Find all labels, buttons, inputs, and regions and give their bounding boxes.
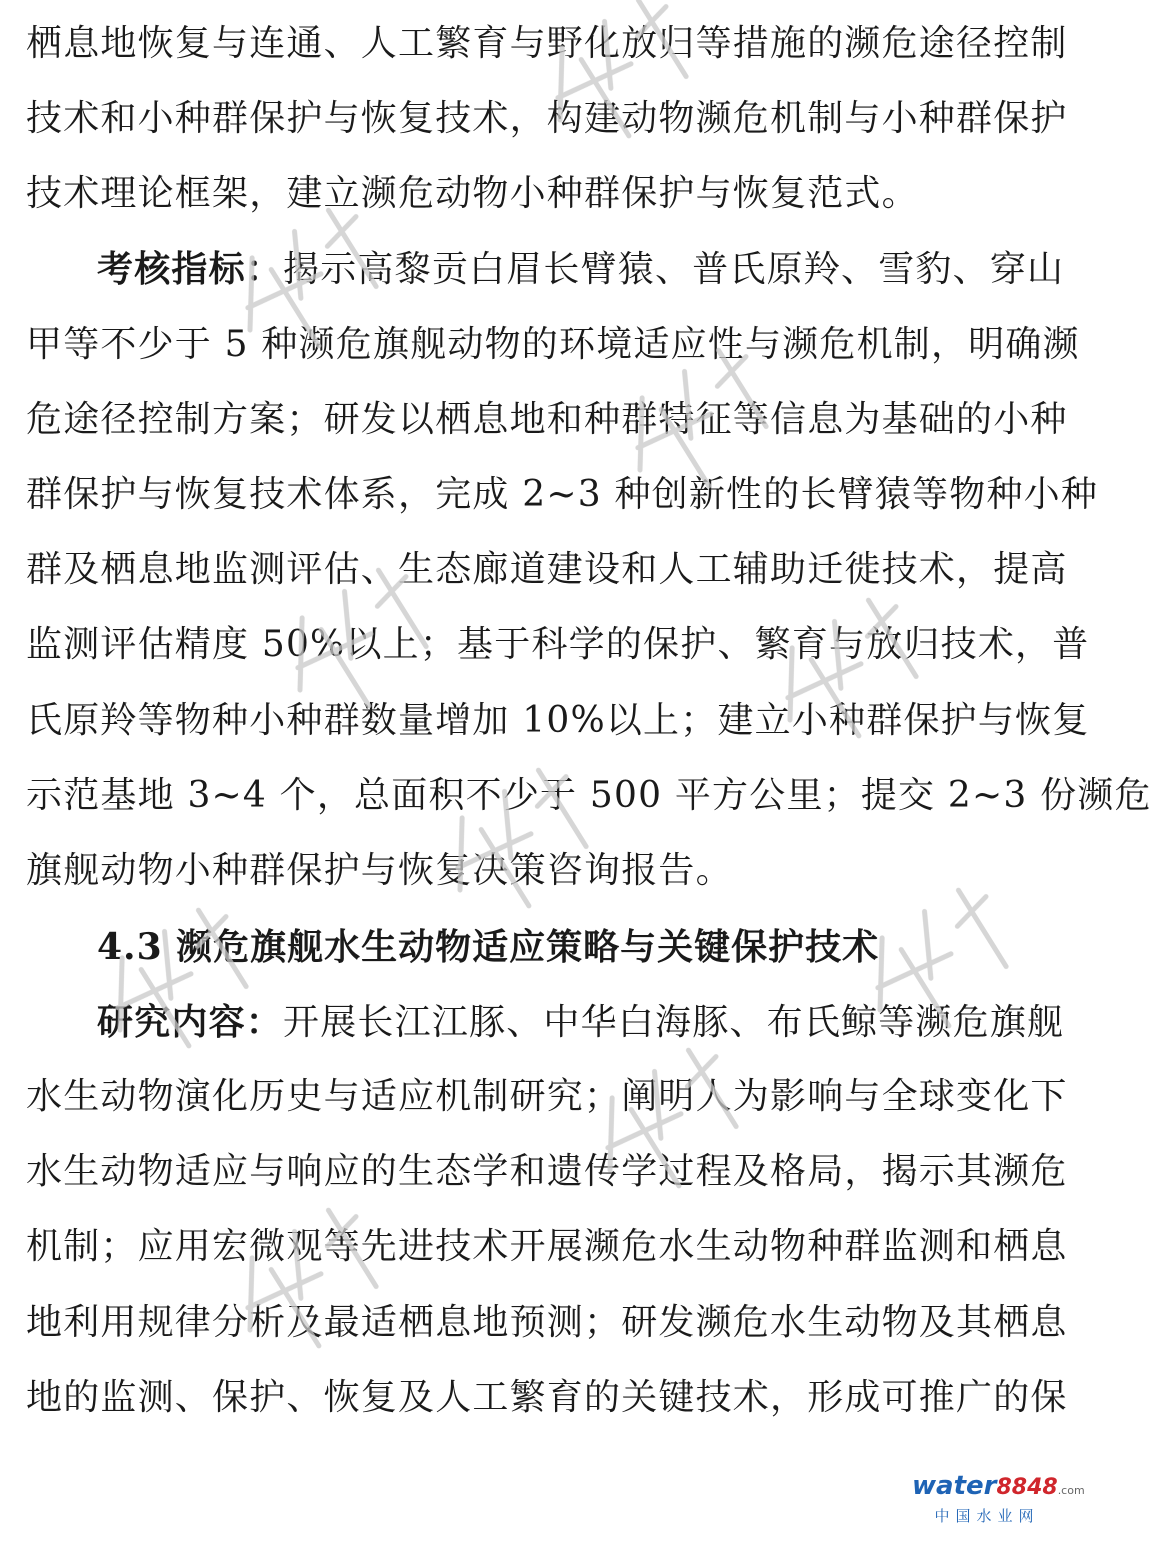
paragraph3-first-line [97,1000,1065,1045]
paragraph2-line-4: 群保护与恢复技术体系，完成 2~3 种创新性的长臂猿等物种小种 [26,474,1099,515]
paragraph2-line-6: 监测评估精度 50%以上；基于科学的保护、繁育与放归技术，普 [26,624,1090,665]
paragraph1-line-1: 栖息地恢复与连通、人工繁育与野化放归等措施的濒危途径控制 [26,23,1068,64]
paragraph3-line-5: 地利用规律分析及最适栖息地预测；研发濒危水生动物及其栖息 [26,1302,1068,1343]
site-logo [912,1471,1085,1535]
logo-domain-text: .com [1057,1484,1085,1497]
paragraph2-first-line [97,247,1065,292]
paragraph3-line-6: 地的监测、保护、恢复及人工繁育的关键技术，形成可推广的保 [26,1377,1068,1418]
paragraph3-line-2: 水生动物演化历史与适应机制研究；阐明人为影响与全球变化下 [26,1076,1068,1117]
paragraph2-line-8: 示范基地 3~4 个，总面积不少于 500 平方公里；提交 2~3 份濒危 [26,775,1152,816]
paragraph2-line-2: 甲等不少于 5 种濒危旗舰动物的环境适应性与濒危机制，明确濒 [26,324,1080,365]
paragraph2-label: 考核指标： [97,248,284,290]
paragraph3-line-4: 机制；应用宏微观等先进技术开展濒危水生动物种群监测和栖息 [26,1226,1068,1267]
paragraph2-line-7: 氏原羚等物种小种群数量增加 10%以上；建立小种群保护与恢复 [26,700,1090,741]
paragraph3-line-3: 水生动物适应与响应的生态学和遗传学过程及格局，揭示其濒危 [26,1151,1068,1192]
paragraph1-line-2: 技术和小种群保护与恢复技术，构建动物濒危机制与小种群保护 [26,98,1068,139]
section-heading: 4.3 濒危旗舰水生动物适应策略与关键保护技术 [97,926,880,968]
paragraph1-line-3: 技术理论框架，建立濒危动物小种群保护与恢复范式。 [26,173,919,214]
logo-water-text: water [912,1471,997,1501]
logo-number-text: 8848 [996,1475,1058,1500]
logo-wordmark [912,1471,1085,1506]
paragraph2-line-9: 旗舰动物小种群保护与恢复决策咨询报告。 [26,850,733,891]
logo-subtitle: 中国水业网 [934,1507,1040,1525]
paragraph2-line-5: 群及栖息地监测评估、生态廊道建设和人工辅助迁徙技术，提高 [26,549,1068,590]
paragraph3-label: 研究内容： [97,1001,284,1043]
paragraph3-first-line-text: 开展长江江豚、中华白海豚、布氏鲸等濒危旗舰 [283,1002,1065,1043]
paragraph2-line-3: 危途径控制方案；研发以栖息地和种群特征等信息为基础的小种 [26,399,1068,440]
paragraph2-first-line-text: 揭示高黎贡白眉长臂猿、普氏原羚、雪豹、穿山 [283,249,1065,290]
